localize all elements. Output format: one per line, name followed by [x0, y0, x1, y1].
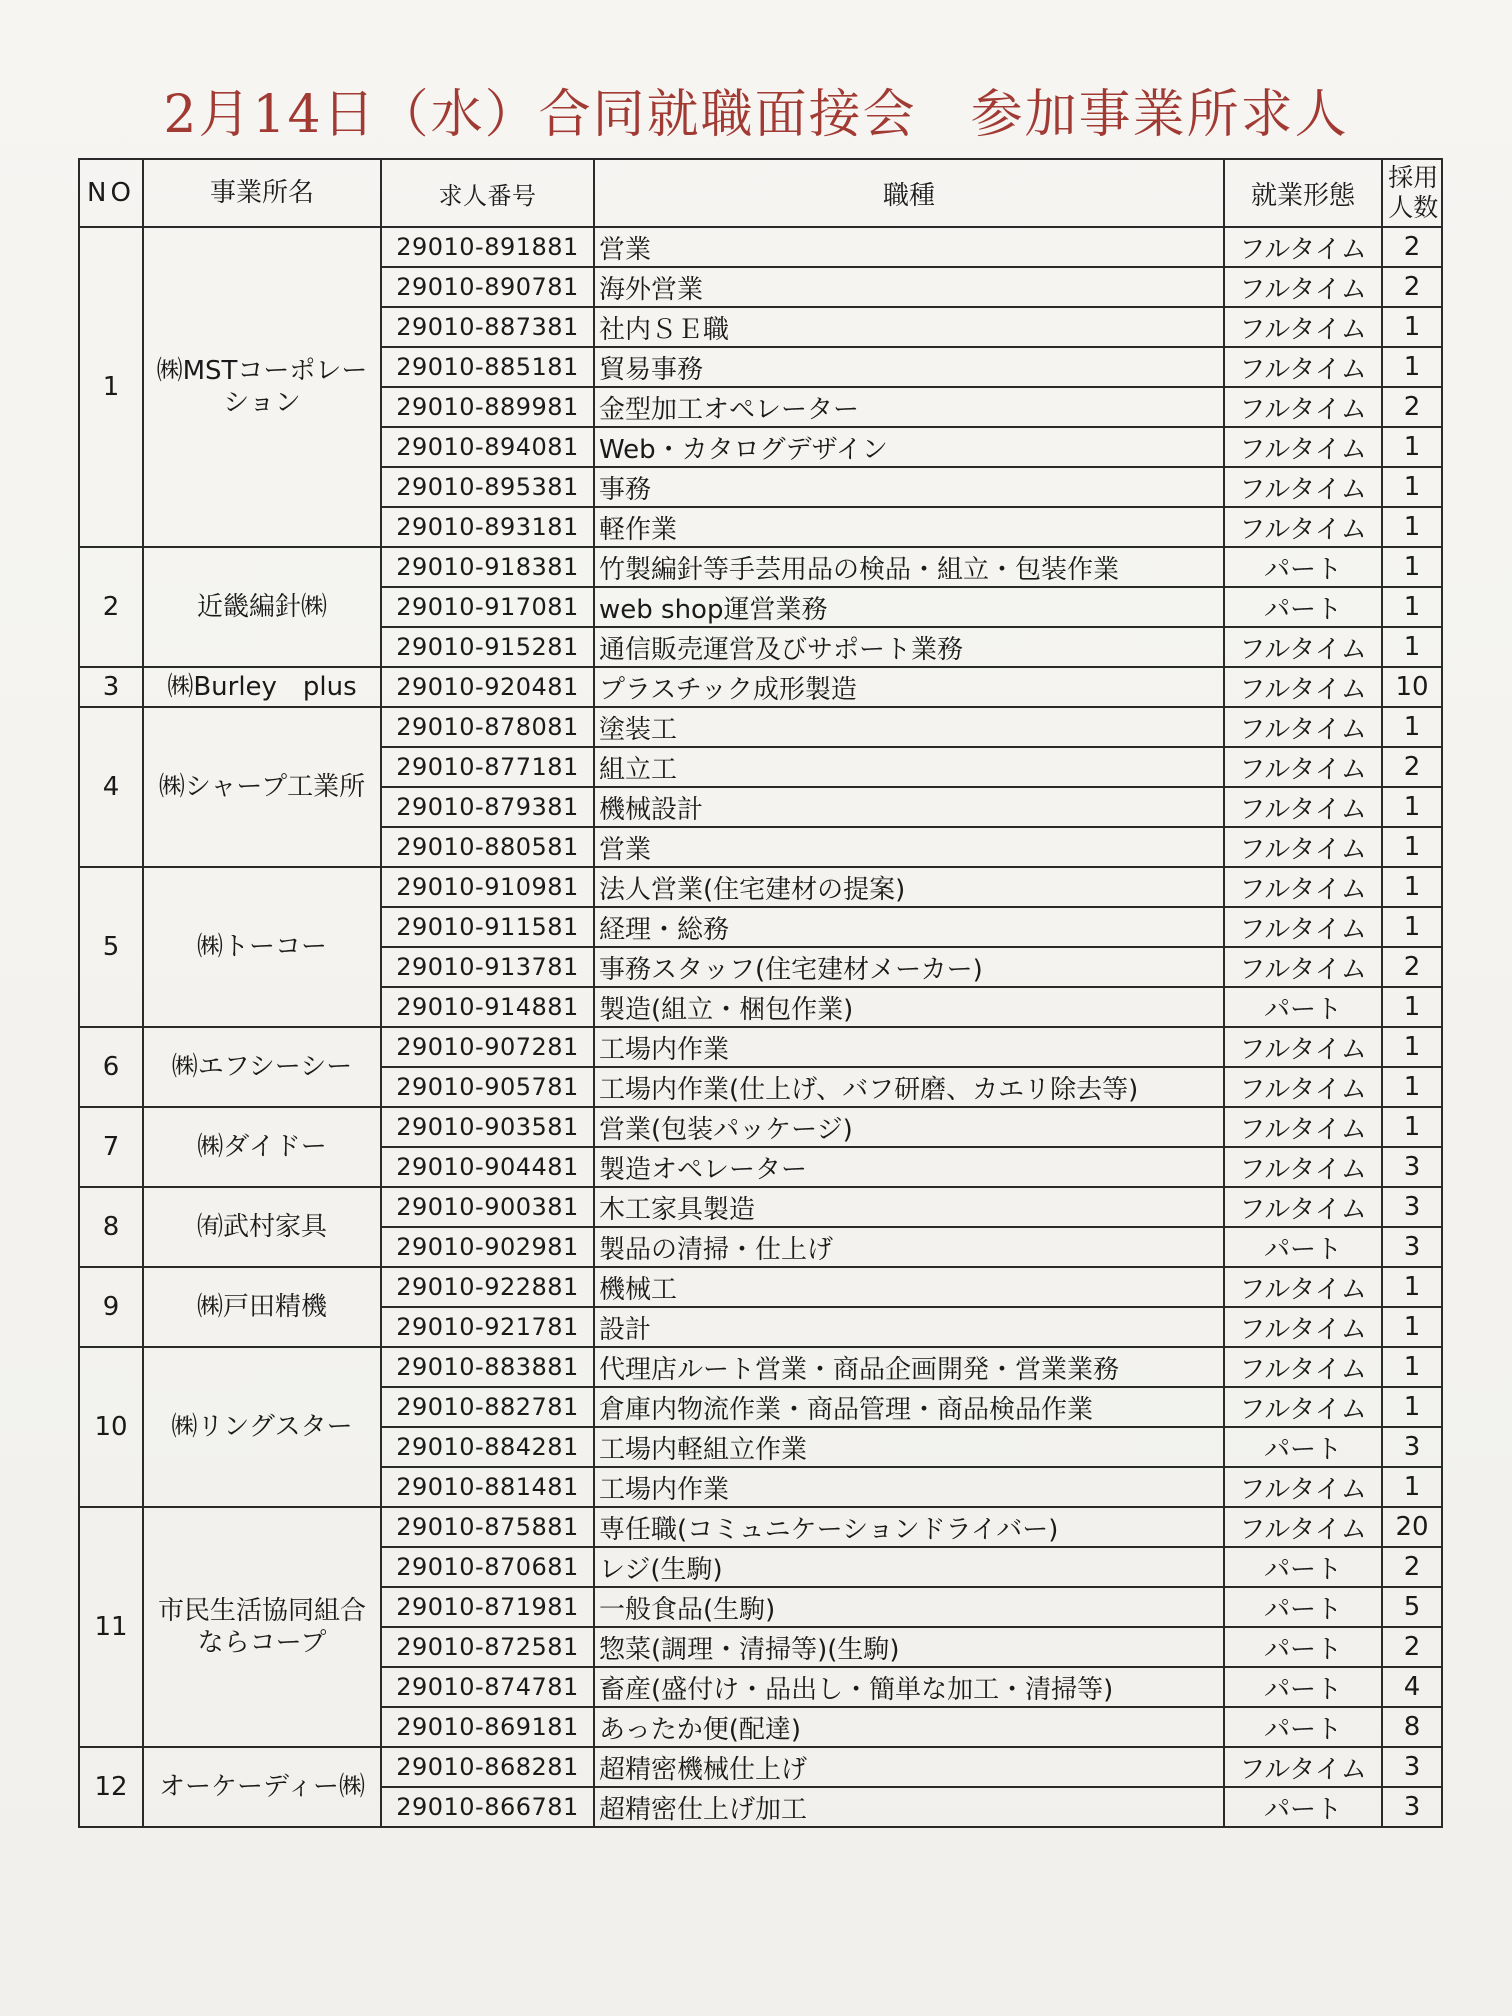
table-row [79, 1267, 1442, 1307]
employment-type-cell: パート [1224, 547, 1382, 587]
employment-type-cell: フルタイム [1224, 1067, 1382, 1107]
employment-type-cell: パート [1224, 1707, 1382, 1747]
hire-count-cell: 1 [1382, 347, 1442, 387]
table-row [79, 1107, 1442, 1147]
hire-count-cell: 1 [1382, 547, 1442, 587]
employment-type-cell: フルタイム [1224, 227, 1382, 267]
job-type-cell: 貿易事務 [594, 347, 1224, 387]
table-row [79, 667, 1442, 707]
table-body [79, 227, 1442, 1827]
hire-count-cell: 1 [1382, 467, 1442, 507]
company-no-cell: 6 [79, 1027, 143, 1107]
hire-count-cell: 1 [1382, 587, 1442, 627]
header-job-type: 職種 [594, 159, 1224, 227]
page-title: 2月14日（水）合同就職面接会 参加事業所求人 [163, 85, 1349, 145]
job-number-cell: 29010-875881 [381, 1507, 594, 1547]
job-type-cell: Web・カタログデザイン [594, 427, 1224, 467]
company-name-cell: ㈲武村家具 [143, 1187, 381, 1267]
hire-count-cell: 8 [1382, 1707, 1442, 1747]
employment-type-cell: パート [1224, 1587, 1382, 1627]
employment-type-cell: フルタイム [1224, 1347, 1382, 1387]
job-type-cell: 機械工 [594, 1267, 1224, 1307]
job-number-cell: 29010-920481 [381, 667, 594, 707]
company-name-cell: ㈱戸田精機 [143, 1267, 381, 1347]
hire-count-cell: 2 [1382, 947, 1442, 987]
employment-type-cell: フルタイム [1224, 267, 1382, 307]
hire-count-cell: 1 [1382, 1107, 1442, 1147]
hire-count-cell: 3 [1382, 1787, 1442, 1827]
job-number-cell: 29010-893181 [381, 507, 594, 547]
job-number-cell: 29010-907281 [381, 1027, 594, 1067]
job-type-cell: 木工家具製造 [594, 1187, 1224, 1227]
job-type-cell: あったか便(配達) [594, 1707, 1224, 1747]
employment-type-cell: パート [1224, 1547, 1382, 1587]
company-name-cell: ㈱MSTコーポレーション [143, 227, 381, 547]
employment-type-cell: フルタイム [1224, 947, 1382, 987]
employment-type-cell: フルタイム [1224, 1147, 1382, 1187]
company-no-cell: 2 [79, 547, 143, 667]
job-type-cell: 専任職(コミュニケーションドライバー) [594, 1507, 1224, 1547]
job-type-cell: 工場内軽組立作業 [594, 1427, 1224, 1467]
hire-count-cell: 1 [1382, 507, 1442, 547]
header-employment-type: 就業形態 [1224, 159, 1382, 227]
job-type-cell: 軽作業 [594, 507, 1224, 547]
job-number-cell: 29010-917081 [381, 587, 594, 627]
hire-count-cell: 1 [1382, 707, 1442, 747]
job-number-cell: 29010-882781 [381, 1387, 594, 1427]
job-type-cell: 工場内作業(仕上げ、バフ研磨、カエリ除去等) [594, 1067, 1224, 1107]
employment-type-cell: フルタイム [1224, 347, 1382, 387]
job-number-cell: 29010-914881 [381, 987, 594, 1027]
company-name-cell: ㈱エフシーシー [143, 1027, 381, 1107]
company-no-cell: 4 [79, 707, 143, 867]
employment-type-cell: フルタイム [1224, 787, 1382, 827]
job-number-cell: 29010-922881 [381, 1267, 594, 1307]
job-type-cell: 金型加工オペレーター [594, 387, 1224, 427]
employment-type-cell: フルタイム [1224, 747, 1382, 787]
hire-count-cell: 2 [1382, 747, 1442, 787]
job-type-cell: 超精密機械仕上げ [594, 1747, 1224, 1787]
job-type-cell: 製品の清掃・仕上げ [594, 1227, 1224, 1267]
company-no-cell: 1 [79, 227, 143, 547]
employment-type-cell: パート [1224, 1667, 1382, 1707]
hire-count-cell: 1 [1382, 1307, 1442, 1347]
employment-type-cell: フルタイム [1224, 1747, 1382, 1787]
job-type-cell: 事務スタッフ(住宅建材メーカー) [594, 947, 1224, 987]
hire-count-cell: 1 [1382, 1347, 1442, 1387]
company-name-cell: 市民生活協同組合 ならコープ [143, 1507, 381, 1747]
job-number-cell: 29010-900381 [381, 1187, 594, 1227]
employment-type-cell: フルタイム [1224, 387, 1382, 427]
hire-count-cell: 1 [1382, 427, 1442, 467]
table-row [79, 867, 1442, 907]
employment-type-cell: フルタイム [1224, 867, 1382, 907]
company-no-cell: 8 [79, 1187, 143, 1267]
job-number-cell: 29010-894081 [381, 427, 594, 467]
company-no-cell: 3 [79, 667, 143, 707]
job-number-cell: 29010-870681 [381, 1547, 594, 1587]
job-number-cell: 29010-911581 [381, 907, 594, 947]
table-row [79, 1347, 1442, 1387]
hire-count-cell: 5 [1382, 1587, 1442, 1627]
job-type-cell: 営業 [594, 827, 1224, 867]
job-type-cell: 法人営業(住宅建材の提案) [594, 867, 1224, 907]
employment-type-cell: パート [1224, 1627, 1382, 1667]
job-number-cell: 29010-880581 [381, 827, 594, 867]
employment-type-cell: フルタイム [1224, 627, 1382, 667]
job-number-cell: 29010-887381 [381, 307, 594, 347]
company-name-cell: オーケーディー㈱ [143, 1747, 381, 1827]
job-number-cell: 29010-918381 [381, 547, 594, 587]
job-number-cell: 29010-905781 [381, 1067, 594, 1107]
hire-count-cell: 3 [1382, 1187, 1442, 1227]
header-job-number: 求人番号 [381, 159, 594, 227]
company-no-cell: 12 [79, 1747, 143, 1827]
hire-count-cell: 20 [1382, 1507, 1442, 1547]
job-type-cell: 塗装工 [594, 707, 1224, 747]
employment-type-cell: フルタイム [1224, 667, 1382, 707]
table-row [79, 1747, 1442, 1787]
hire-count-cell: 1 [1382, 907, 1442, 947]
table-row [79, 1187, 1442, 1227]
employment-type-cell: フルタイム [1224, 827, 1382, 867]
employment-type-cell: パート [1224, 1427, 1382, 1467]
employment-type-cell: フルタイム [1224, 1107, 1382, 1147]
job-number-cell: 29010-869181 [381, 1707, 594, 1747]
job-type-cell: 工場内作業 [594, 1027, 1224, 1067]
job-number-cell: 29010-902981 [381, 1227, 594, 1267]
hire-count-cell: 1 [1382, 1467, 1442, 1507]
hire-count-cell: 3 [1382, 1227, 1442, 1267]
job-type-cell: 社内ＳＥ職 [594, 307, 1224, 347]
hire-count-cell: 10 [1382, 667, 1442, 707]
hire-count-cell: 1 [1382, 627, 1442, 667]
job-type-cell: 竹製編針等手芸用品の検品・組立・包装作業 [594, 547, 1224, 587]
job-number-cell: 29010-884281 [381, 1427, 594, 1467]
job-number-cell: 29010-883881 [381, 1347, 594, 1387]
employment-type-cell: フルタイム [1224, 707, 1382, 747]
job-type-cell: プラスチック成形製造 [594, 667, 1224, 707]
company-no-cell: 11 [79, 1507, 143, 1747]
job-type-cell: 工場内作業 [594, 1467, 1224, 1507]
employment-type-cell: フルタイム [1224, 427, 1382, 467]
hire-count-cell: 1 [1382, 307, 1442, 347]
company-no-cell: 7 [79, 1107, 143, 1187]
job-number-cell: 29010-895381 [381, 467, 594, 507]
employment-type-cell: フルタイム [1224, 307, 1382, 347]
header-no: NO [79, 159, 143, 227]
table-row [79, 227, 1442, 267]
job-number-cell: 29010-871981 [381, 1587, 594, 1627]
hire-count-cell: 1 [1382, 1387, 1442, 1427]
job-listing-table [78, 158, 1443, 1828]
job-number-cell: 29010-872581 [381, 1627, 594, 1667]
hire-count-cell: 2 [1382, 1547, 1442, 1587]
job-type-cell: 倉庫内物流作業・商品管理・商品検品作業 [594, 1387, 1224, 1427]
job-type-cell: 海外営業 [594, 267, 1224, 307]
job-type-cell: web shop運営業務 [594, 587, 1224, 627]
hire-count-cell: 1 [1382, 787, 1442, 827]
job-type-cell: 機械設計 [594, 787, 1224, 827]
hire-count-cell: 2 [1382, 227, 1442, 267]
job-number-cell: 29010-868281 [381, 1747, 594, 1787]
job-type-cell: 経理・総務 [594, 907, 1224, 947]
table-row [79, 547, 1442, 587]
job-number-cell: 29010-877181 [381, 747, 594, 787]
job-number-cell: 29010-878081 [381, 707, 594, 747]
job-number-cell: 29010-903581 [381, 1107, 594, 1147]
employment-type-cell: フルタイム [1224, 1507, 1382, 1547]
header-company: 事業所名 [143, 159, 381, 227]
job-type-cell: レジ(生駒) [594, 1547, 1224, 1587]
job-number-cell: 29010-913781 [381, 947, 594, 987]
job-number-cell: 29010-915281 [381, 627, 594, 667]
company-name-cell: ㈱リングスター [143, 1347, 381, 1507]
employment-type-cell: パート [1224, 1787, 1382, 1827]
job-type-cell: 営業(包装パッケージ) [594, 1107, 1224, 1147]
job-type-cell: 営業 [594, 227, 1224, 267]
job-type-cell: 通信販売運営及びサポート業務 [594, 627, 1224, 667]
job-type-cell: 代理店ルート営業・商品企画開発・営業業務 [594, 1347, 1224, 1387]
job-number-cell: 29010-890781 [381, 267, 594, 307]
job-number-cell: 29010-881481 [381, 1467, 594, 1507]
hire-count-cell: 1 [1382, 987, 1442, 1027]
table-row [79, 1507, 1442, 1547]
table-row [79, 707, 1442, 747]
table-header-row [79, 159, 1442, 227]
hire-count-cell: 3 [1382, 1147, 1442, 1187]
job-type-cell: 設計 [594, 1307, 1224, 1347]
employment-type-cell: フルタイム [1224, 1267, 1382, 1307]
job-number-cell: 29010-879381 [381, 787, 594, 827]
table-row [79, 1027, 1442, 1067]
employment-type-cell: フルタイム [1224, 507, 1382, 547]
company-no-cell: 10 [79, 1347, 143, 1507]
job-number-cell: 29010-889981 [381, 387, 594, 427]
job-type-cell: 製造(組立・梱包作業) [594, 987, 1224, 1027]
employment-type-cell: パート [1224, 1227, 1382, 1267]
job-number-cell: 29010-874781 [381, 1667, 594, 1707]
company-name-cell: ㈱Burley plus [143, 667, 381, 707]
job-type-cell: 製造オペレーター [594, 1147, 1224, 1187]
job-type-cell: 一般食品(生駒) [594, 1587, 1224, 1627]
hire-count-cell: 1 [1382, 827, 1442, 867]
hire-count-cell: 1 [1382, 1067, 1442, 1107]
job-type-cell: 超精密仕上げ加工 [594, 1787, 1224, 1827]
job-type-cell: 事務 [594, 467, 1224, 507]
job-number-cell: 29010-921781 [381, 1307, 594, 1347]
company-name-cell: ㈱ダイドー [143, 1107, 381, 1187]
employment-type-cell: フルタイム [1224, 1387, 1382, 1427]
company-name-cell: 近畿編針㈱ [143, 547, 381, 667]
hire-count-cell: 1 [1382, 1027, 1442, 1067]
job-type-cell: 惣菜(調理・清掃等)(生駒) [594, 1627, 1224, 1667]
header-hire-count [1382, 159, 1442, 227]
hire-count-cell: 1 [1382, 1267, 1442, 1307]
hire-count-cell: 3 [1382, 1747, 1442, 1787]
hire-count-cell: 2 [1382, 267, 1442, 307]
job-number-cell: 29010-891881 [381, 227, 594, 267]
employment-type-cell: フルタイム [1224, 1467, 1382, 1507]
employment-type-cell: フルタイム [1224, 1187, 1382, 1227]
employment-type-cell: パート [1224, 587, 1382, 627]
employment-type-cell: フルタイム [1224, 1027, 1382, 1067]
job-type-cell: 畜産(盛付け・品出し・簡単な加工・清掃等) [594, 1667, 1224, 1707]
job-number-cell: 29010-866781 [381, 1787, 594, 1827]
company-name-cell: ㈱トーコー [143, 867, 381, 1027]
employment-type-cell: パート [1224, 987, 1382, 1027]
company-name-cell: ㈱シャープ工業所 [143, 707, 381, 867]
job-number-cell: 29010-910981 [381, 867, 594, 907]
employment-type-cell: フルタイム [1224, 1307, 1382, 1347]
employment-type-cell: フルタイム [1224, 907, 1382, 947]
job-number-cell: 29010-904481 [381, 1147, 594, 1187]
job-type-cell: 組立工 [594, 747, 1224, 787]
company-no-cell: 5 [79, 867, 143, 1027]
hire-count-cell: 2 [1382, 1627, 1442, 1667]
company-no-cell: 9 [79, 1267, 143, 1347]
hire-count-cell: 4 [1382, 1667, 1442, 1707]
job-number-cell: 29010-885181 [381, 347, 594, 387]
hire-count-cell: 1 [1382, 867, 1442, 907]
employment-type-cell: フルタイム [1224, 467, 1382, 507]
hire-count-cell: 3 [1382, 1427, 1442, 1467]
hire-count-cell: 2 [1382, 387, 1442, 427]
header-hire-count-label: 採用人数 [1388, 163, 1439, 222]
